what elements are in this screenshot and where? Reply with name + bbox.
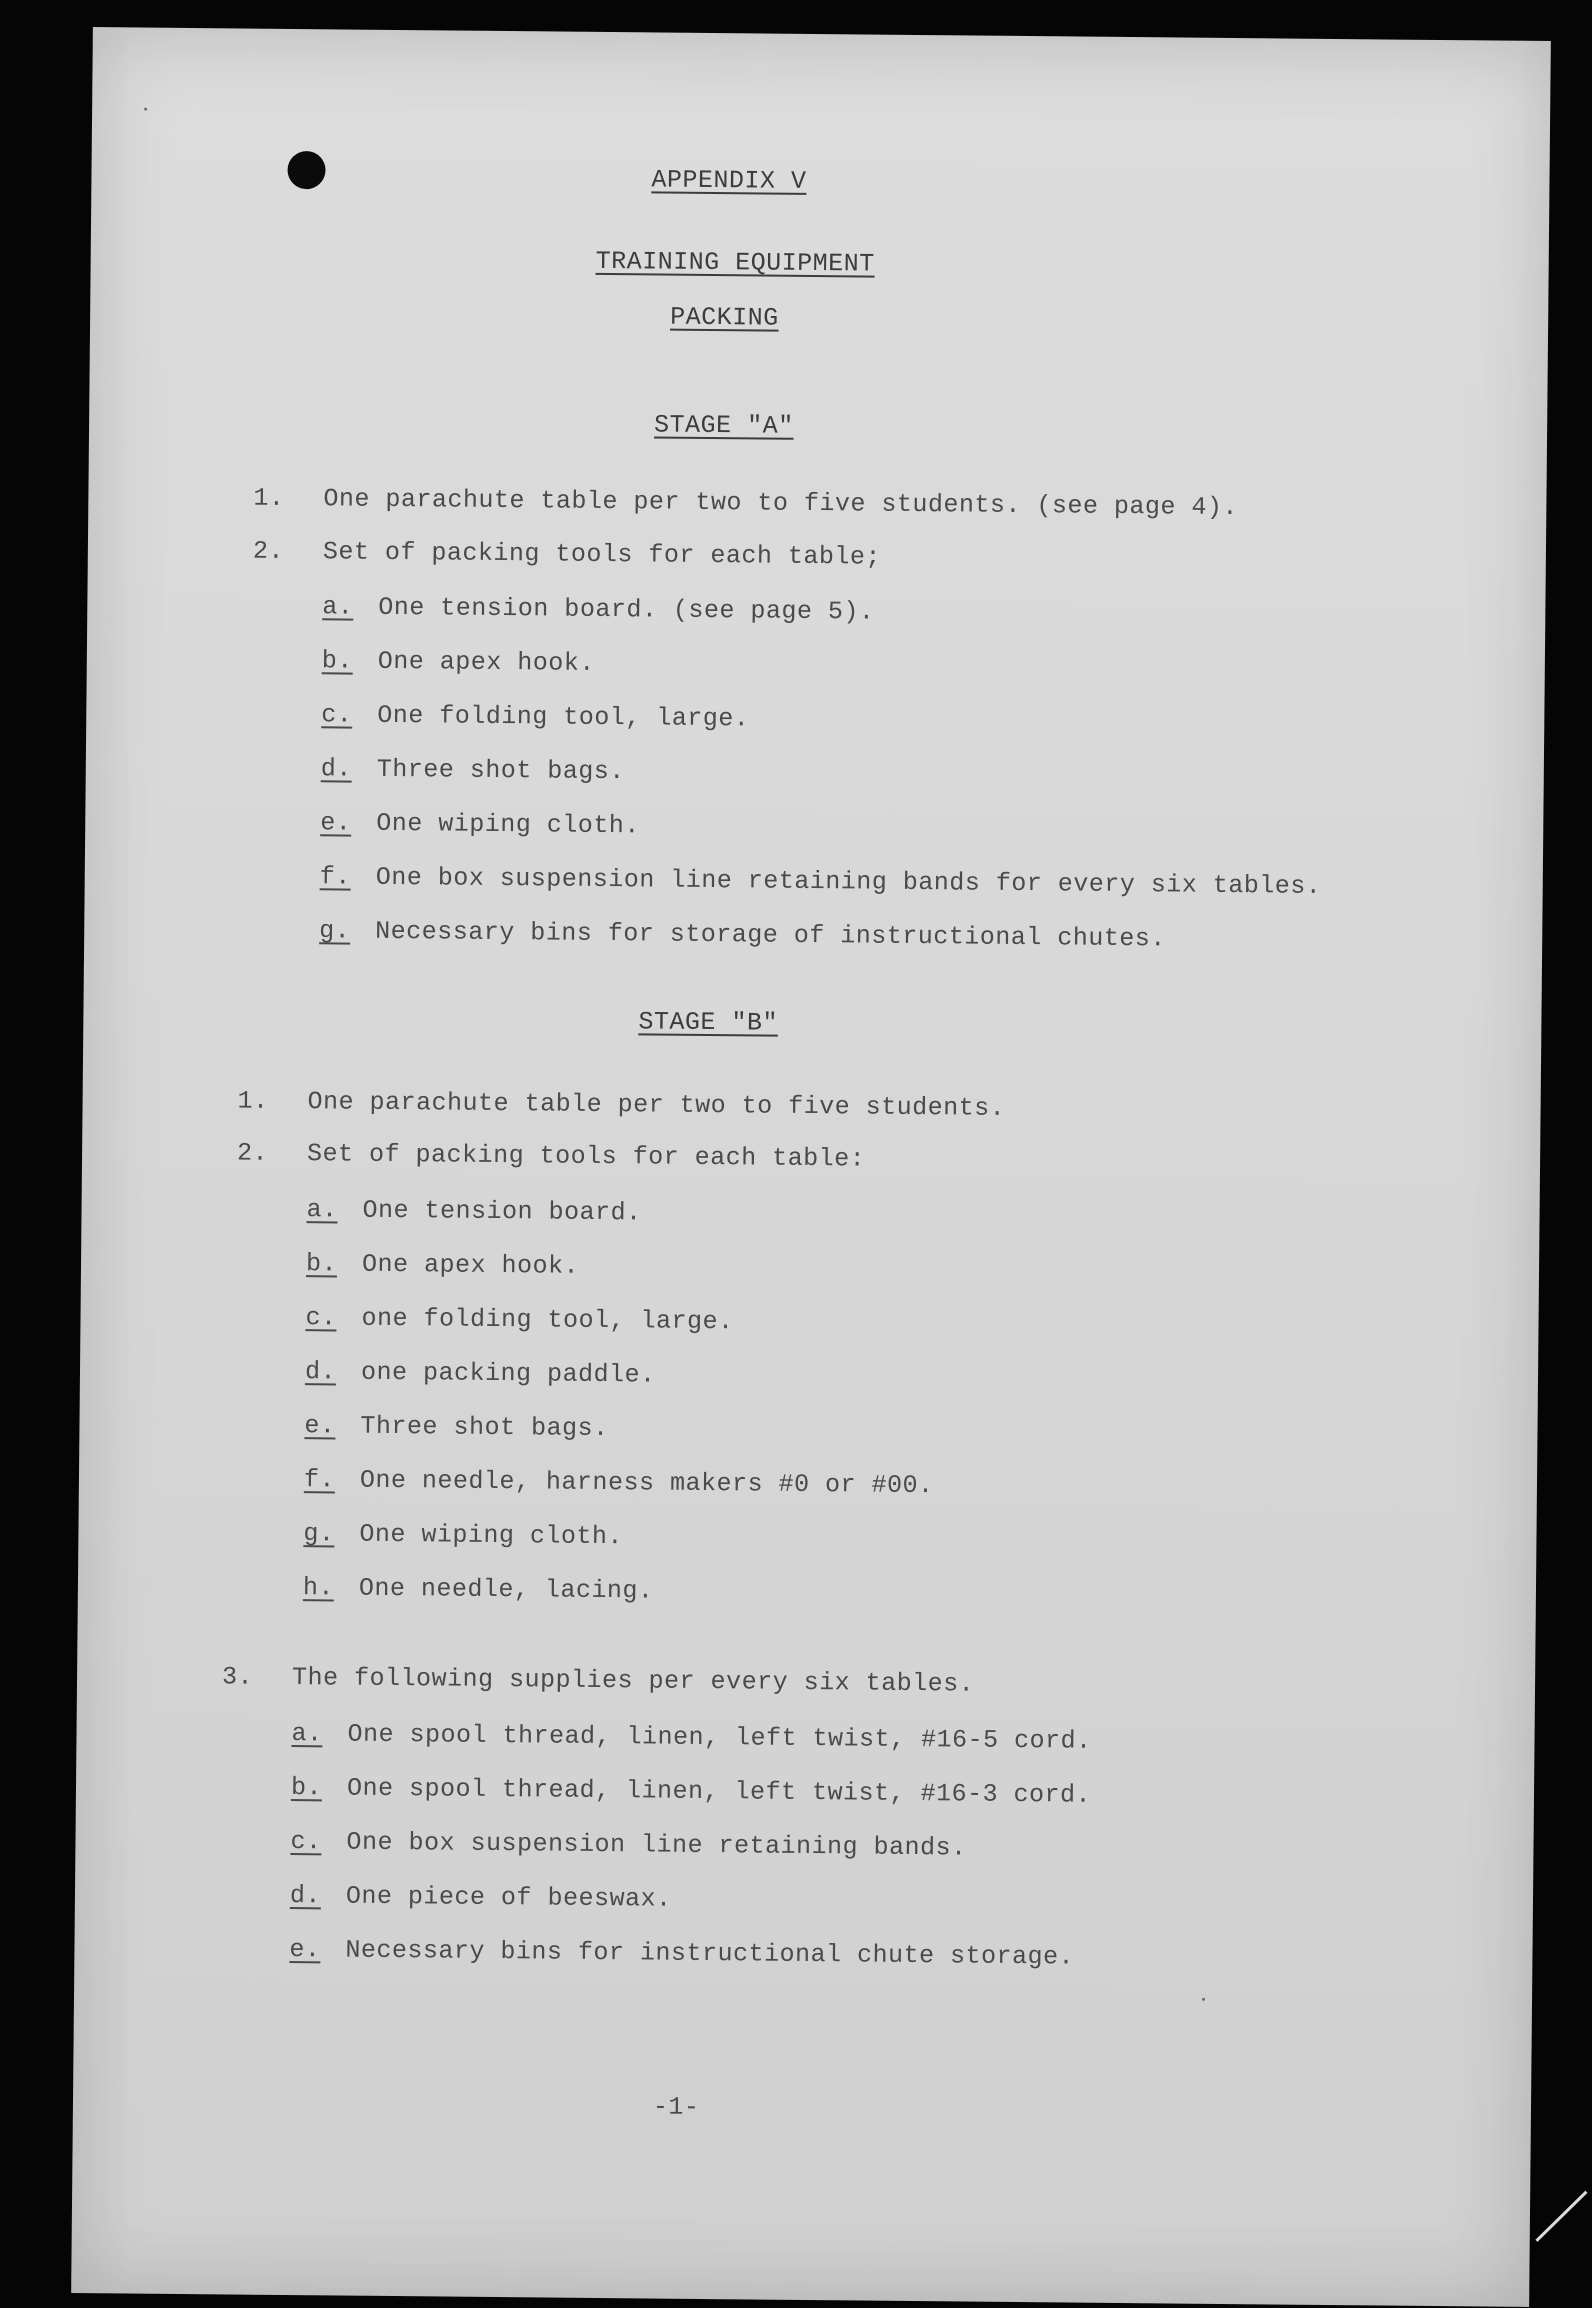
stage-a-subitem-f [320,862,1322,901]
film-scratch [1535,2191,1587,2242]
stage-b-item-2 [237,1138,865,1173]
subitem-letter: c. [290,1827,322,1857]
subitem-letter: g. [319,916,351,946]
subitem-text: One apex hook. [377,646,596,678]
appendix-heading: APPENDIX V [651,165,807,196]
stage-b-subitem-b [306,1249,579,1281]
stage-b-subitem-d [305,1357,656,1389]
document-page [71,27,1551,2307]
subitem-text: Necessary bins for instructional chute storage. [345,1935,1075,1972]
item-number: 1. [253,483,285,513]
subitem-text: Three shot bags. [360,1411,609,1444]
subitem-text: One tension board. (see page 5). [378,592,875,627]
subitem-text: one packing paddle. [360,1357,656,1390]
subitem-letter: b. [305,1249,338,1279]
stage-b-subitem-g [303,1519,623,1551]
subitem-letter: a. [306,1195,338,1225]
item-text: Set of packing tools for each table; [322,537,882,572]
subitem-text: One needle, harness makers #0 or #00. [359,1465,934,1501]
subitem-text: One needle, lacing. [358,1573,654,1606]
subitem-text: One tension board. [362,1195,642,1228]
stage-a-heading: STAGE "A" [653,410,794,441]
subitem-text: One spool thread, linen, left twist, #16-3 cord. [346,1773,1092,1810]
page-number: -1- [652,2092,700,2122]
packing-heading: PACKING [670,302,779,333]
stage-b-subitem-f [304,1465,934,1500]
subitem-letter: e. [304,1411,336,1441]
stage-a-subitem-a [322,592,874,626]
subitem-text: One wiping cloth. [359,1519,624,1552]
stage-b-subitem-e [304,1411,608,1443]
subitem-letter: e. [320,808,352,838]
stage-b-subitem-a [306,1195,641,1227]
stage-a-subitem-g [319,916,1166,953]
subitem-text: One apex hook. [361,1249,580,1281]
supply-a [291,1719,1091,1756]
stage-b-subitem-c [305,1303,733,1336]
subitem-text: Three shot bags. [376,754,625,787]
subitem-text: One box suspension line retaining bands. [346,1827,967,1863]
subitem-text: One box suspension line retaining bands for every six tables. [375,862,1322,901]
training-equipment-heading: TRAINING EQUIPMENT [595,246,875,279]
subitem-letter: f. [303,1465,336,1495]
subitem-text: one folding tool, large. [361,1303,734,1337]
subitem-text: One spool thread, linen, left twist, #16-5 cord. [347,1719,1092,1756]
item-text: One parachute table per two to five students. [307,1087,1006,1123]
speck [1202,1998,1205,2001]
stage-b-item-1 [237,1086,1005,1122]
subitem-letter: a. [291,1719,323,1749]
punch-hole [287,151,325,189]
item-text: The following supplies per every six tables. [291,1663,975,1699]
stage-b-subitem-h [303,1573,654,1605]
stage-a-subitem-d [321,754,625,786]
stage-a-subitem-c [321,700,749,733]
item-number: 3. [221,1662,254,1692]
stage-a-subitem-b [322,646,595,678]
subitem-letter: c. [305,1303,337,1333]
subitem-letter: e. [289,1935,321,1965]
subitem-text: One folding tool, large. [377,700,750,734]
subitem-letter: b. [290,1773,323,1803]
subitem-letter: d. [304,1357,337,1387]
item-text: One parachute table per two to five students. (see page 4). [323,484,1239,523]
subitem-text: Necessary bins for storage of instructional chutes. [375,916,1166,954]
subitem-letter: d. [289,1881,322,1911]
subitem-letter: f. [319,862,351,892]
subitem-letter: h. [302,1573,335,1603]
subitem-letter: d. [320,754,352,784]
subitem-letter: b. [321,646,353,676]
item-text: Set of packing tools for each table: [306,1139,866,1174]
stage-a-item-2 [253,537,881,572]
stage-a-item-1 [253,484,1238,522]
subitem-letter: g. [303,1519,335,1549]
supply-b [291,1773,1091,1810]
stage-b-heading: STAGE "B" [638,1007,779,1038]
item-number: 2. [252,536,285,566]
item-number: 2. [236,1138,269,1168]
supply-d [290,1881,672,1914]
subitem-text: One wiping cloth. [376,808,640,841]
stage-a-subitem-e [320,808,640,840]
subitem-text: One piece of beeswax. [345,1881,672,1914]
subitem-letter: c. [321,700,353,730]
speck [144,108,147,111]
item-number: 1. [237,1086,269,1116]
subitem-letter: a. [322,592,354,622]
supply-c [290,1827,966,1862]
stage-b-item-3 [222,1662,974,1698]
supply-e [289,1935,1074,1972]
